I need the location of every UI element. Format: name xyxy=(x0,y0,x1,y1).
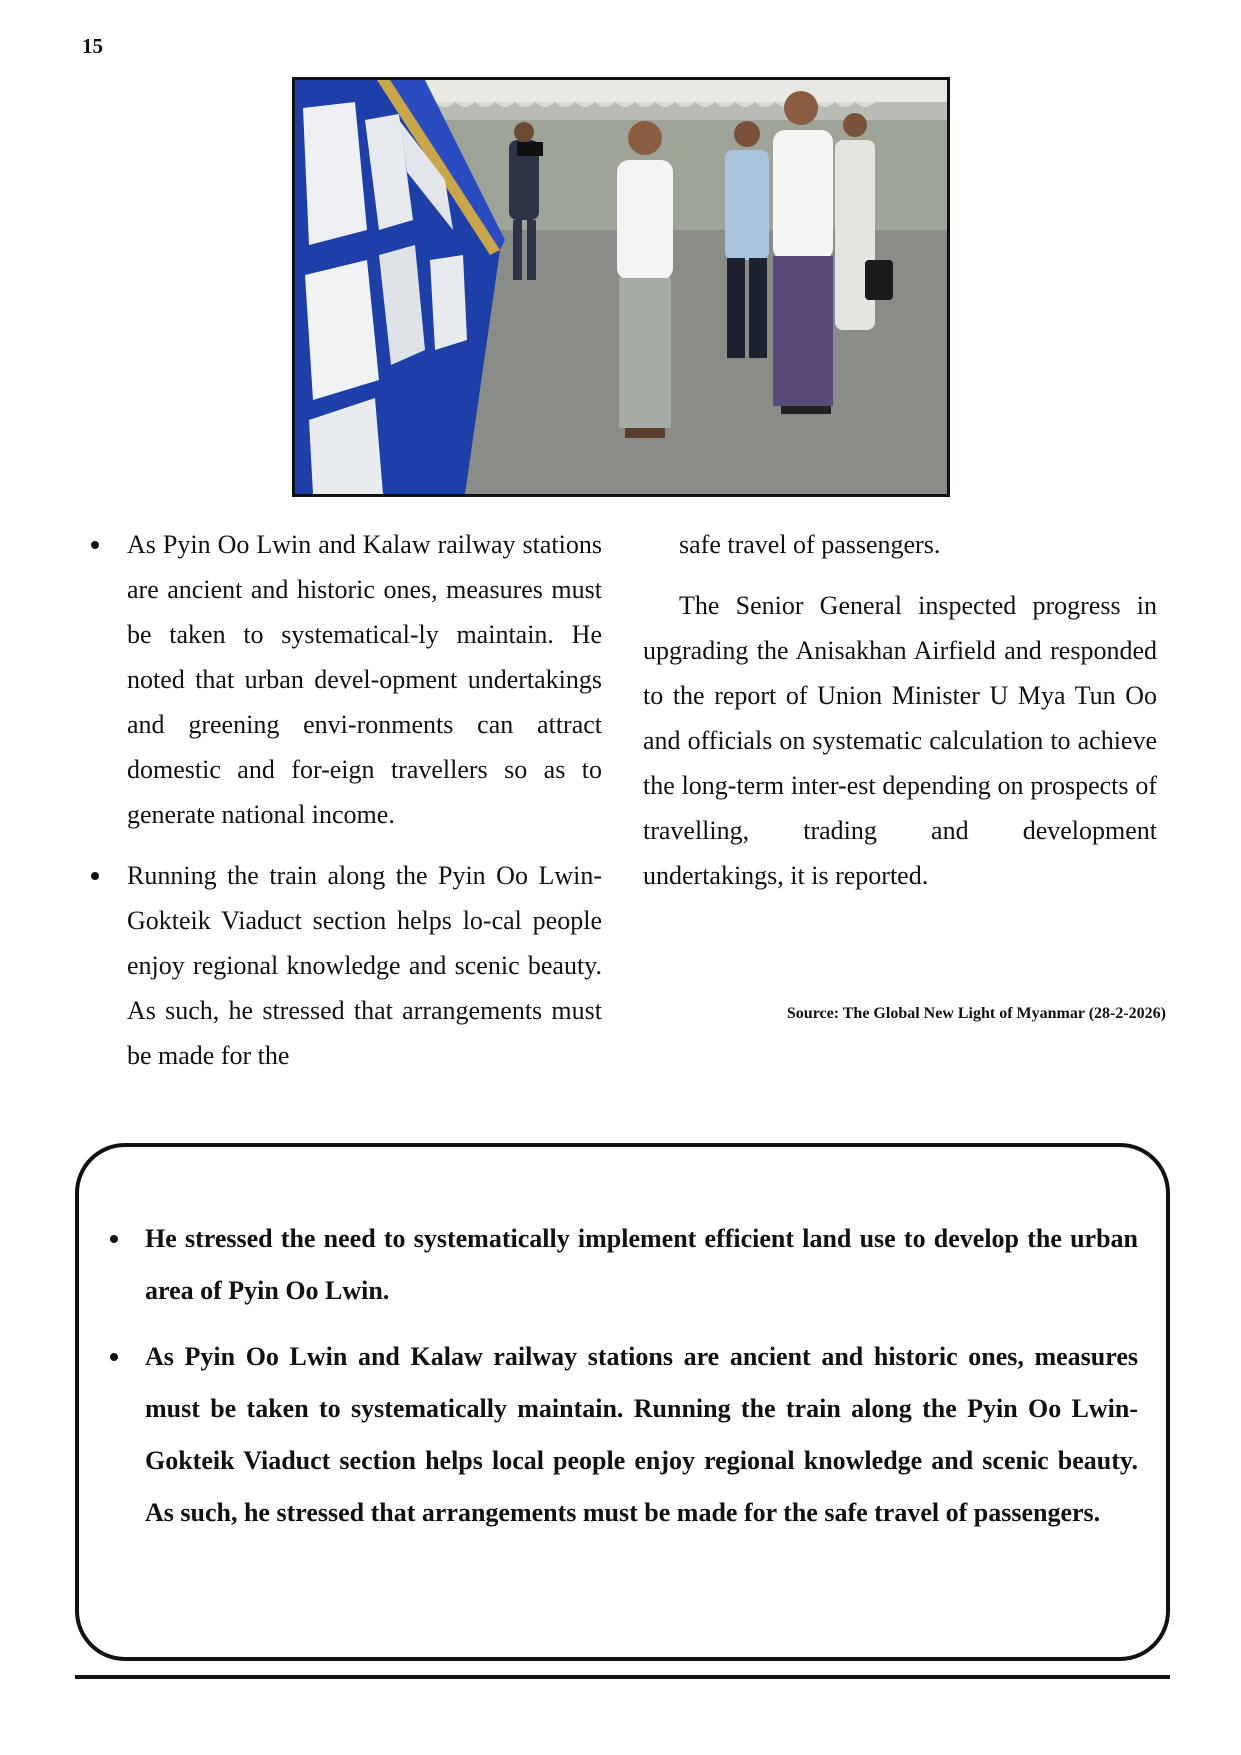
article-paragraph: The Senior General inspected progress in upgrading the Anisakhan Airfield and responded to the report of Union Minister U Mya Tun Oo and officials on systematic calculation to achieve the long-term inter-est depending on prospects of travelling, trading and development undertakings, it is reported. xyxy=(643,591,1157,890)
list-item xyxy=(86,853,602,1078)
news-photo xyxy=(292,77,950,497)
bottom-divider xyxy=(75,1675,1170,1679)
article-left-column xyxy=(86,522,602,1094)
summary-text: He stressed the need to systematically implement efficient land use to develop the urban area of Pyin Oo Lwin. xyxy=(145,1224,1138,1305)
summary-box xyxy=(75,1143,1170,1661)
article-bullet-list xyxy=(86,522,602,1078)
bullet-icon xyxy=(91,872,99,880)
source-citation: Source: The Global New Light of Myanmar (28-2-2026) xyxy=(786,1005,1166,1022)
summary-list xyxy=(145,1213,1138,1553)
list-item xyxy=(86,522,602,837)
article-right-column xyxy=(643,522,1157,914)
summary-text: As Pyin Oo Lwin and Kalaw railway stations are ancient and historic ones, measures must be taken to systematically maintain. Running the train along the Pyin Oo Lwin-Gokteik Viaduct section helps local people enjoy regional knowledge and scenic beauty. As such, he stressed that arrangements must be made for the safe travel of passengers. xyxy=(145,1342,1138,1527)
bullet-text: Running the train along the Pyin Oo Lwin-Gokteik Viaduct section helps lo-cal people enjoy regional knowledge and scenic beauty. As such, he stressed that arrangements must be made for the xyxy=(127,861,602,1070)
bullet-text: As Pyin Oo Lwin and Kalaw railway stations are ancient and historic ones, measures must be taken to systematical-ly maintain. He noted that urban devel-opment undertakings and greening envi-ronments can attract domestic and for-eign travellers so as to generate national income. xyxy=(127,530,602,829)
bullet-icon xyxy=(110,1235,118,1243)
bullet-continuation: safe travel of passengers. xyxy=(679,530,941,559)
list-item xyxy=(145,1331,1138,1539)
bullet-icon xyxy=(110,1353,118,1361)
list-item xyxy=(145,1213,1138,1317)
bullet-icon xyxy=(91,541,99,549)
page-number: 15 xyxy=(82,34,103,58)
photo-inspection-scene xyxy=(295,80,947,494)
